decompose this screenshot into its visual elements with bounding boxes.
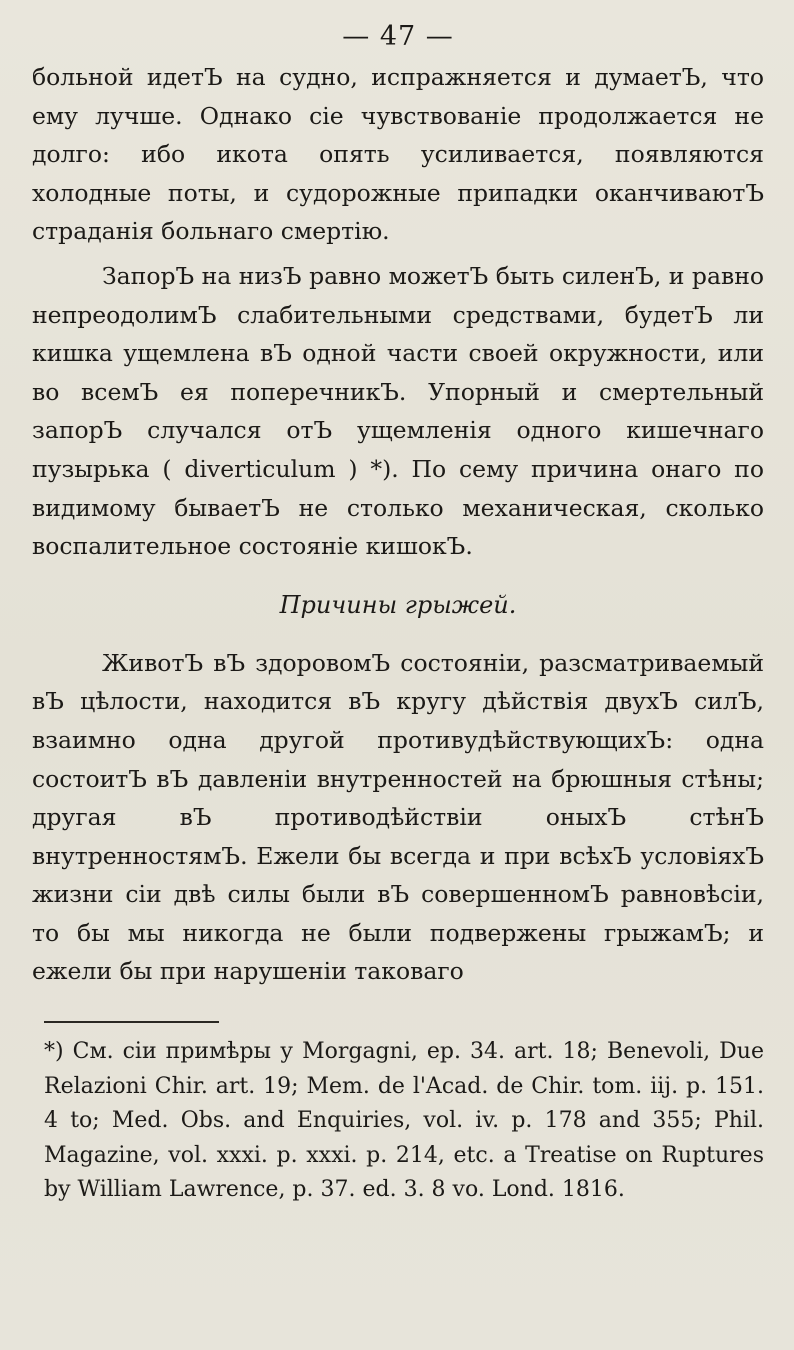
page-number: — 47 — [342,21,454,52]
paragraph-continued: больной идетЪ на судно, испражняется и думаетЪ, что ему лучше. Однако сіе чувствованіе продолжается не долго: ибо икота опять усиливается, появляются холодные поты, и судорожные припадки оканчиваютЪ страданія больнаго смертію. [32,63,764,246]
paragraph-causes: ЖивотЪ вЪ здоровомЪ состояніи, разсматриваемый вЪ цѣлости, находится вЪ кругу дѣйствія двухЪ силЪ, взаимно одна другой противудѣйствующихЪ: одна состоитЪ вЪ давленіи внутренностей на брюшныя стѣны; другая вЪ противодѣйствіи оныхЪ стѣнЪ внутренностямЪ. Ежели бы всегда и при всѣхЪ условіяхЪ жизни сіи двѣ силы были вЪ совершенномЪ равновѣсіи, то бы мы никогда не были подвержены грыжамЪ; и ежели бы при нарушеніи таковаго [32,648,764,986]
paragraph-constipation: ЗапорЪ на низЪ равно можетЪ быть силенЪ, и равно непреодолимЪ слабительными средствами, будетЪ ли кишка ущемлена вЪ одной части своей окружности, или во всемЪ ея поперечникЪ. Упорный и смертельный запорЪ случался отЪ ущемленія одного кишечнаго пузырька ( diverticulum ) *). По сему причина онаго по видимому бываетЪ не столько механическая, сколько воспалительное состояніе кишокЪ. [32,261,765,561]
footnote-divider [44,1021,219,1023]
section-heading: Причины грыжей. [279,590,517,619]
footnote [32,1035,764,1208]
body-text [32,58,764,991]
footnote-text: *) См. сіи примѣры у Morgagni, ep. 34. art. 18; Benevoli, Due Relazioni Chir. art. 19; Mem. de l'Acad. de Chir. tom. iij. p. 151. 4 to; Med. Obs. and Enquiries, vol. iv. p. 178 and 355; Phil. Magazine, vol. xxxi. p. xxxi. p. 214, etc. a Treatise on Ruptures by William Lawrence, p. 37. ed. 3. 8 vo. Lond. 1816. [44,1039,764,1203]
